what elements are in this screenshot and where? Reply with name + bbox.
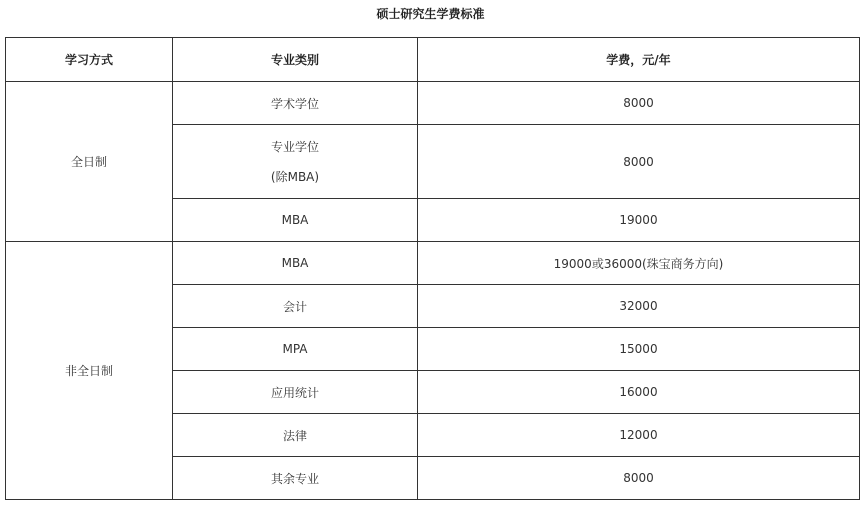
study-mode-cell: 全日制 <box>6 82 173 242</box>
tuition-table <box>5 37 860 500</box>
tuition-fee-cell: 16000 <box>418 371 860 414</box>
major-category-cell: 学术学位 <box>173 82 418 125</box>
header-major-category: 专业类别 <box>173 38 418 82</box>
major-category-line: 专业学位 <box>270 139 319 154</box>
table-row <box>6 82 860 125</box>
table-row <box>6 242 860 285</box>
major-category-cell: 法律 <box>173 414 418 457</box>
major-category-line: (除MBA) <box>270 169 320 184</box>
major-category-cell: MBA <box>173 242 418 285</box>
major-category-cell <box>173 125 418 199</box>
tuition-fee-cell: 15000 <box>418 328 860 371</box>
tuition-fee-cell: 19000 <box>418 199 860 242</box>
table-header-row <box>6 38 860 82</box>
major-category-cell: 会计 <box>173 285 418 328</box>
major-category-cell: MBA <box>173 199 418 242</box>
study-mode-cell: 非全日制 <box>6 242 173 500</box>
major-category-cell: 应用统计 <box>173 371 418 414</box>
tuition-fee-cell: 8000 <box>418 125 860 199</box>
major-category-cell: 其余专业 <box>173 457 418 500</box>
tuition-fee-cell: 12000 <box>418 414 860 457</box>
header-study-mode: 学习方式 <box>6 38 173 82</box>
tuition-fee-cell: 32000 <box>418 285 860 328</box>
page-title: 硕士研究生学费标准 <box>376 7 485 21</box>
header-tuition-fee: 学费，元/年 <box>418 38 860 82</box>
tuition-fee-cell: 19000或36000(珠宝商务方向) <box>418 242 860 285</box>
major-category-cell: MPA <box>173 328 418 371</box>
tuition-fee-cell: 8000 <box>418 82 860 125</box>
tuition-fee-cell: 8000 <box>418 457 860 500</box>
